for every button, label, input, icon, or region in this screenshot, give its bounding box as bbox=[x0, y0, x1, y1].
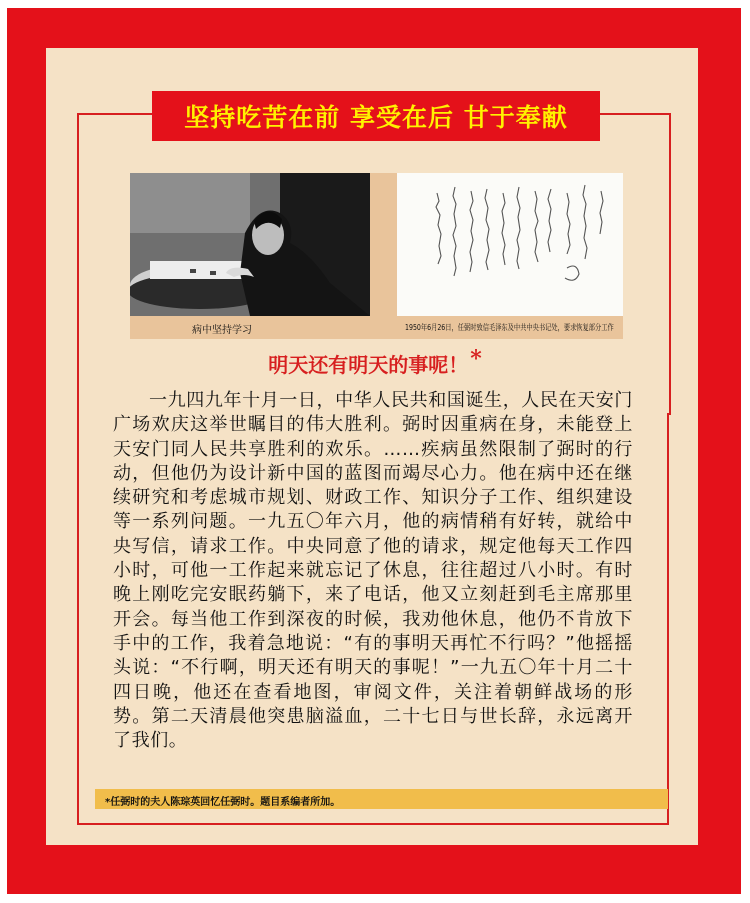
subtitle-text: 明天还有明天的事呢！ bbox=[268, 353, 469, 377]
footnote-text: *任弼时的夫人陈琮英回忆任弼时。题目系编者所加。 bbox=[105, 797, 341, 808]
photo-caption-1: 病中坚持学习 bbox=[192, 325, 252, 336]
article-body: 一九四九年十月一日，中华人民共和国诞生，人民在天安门广场欢庆这举世瞩目的伟大胜利。弼时因重病在身，未能登上天安门同人民共享胜利的欢乐。……疾病虽然限制了弼时的行动，但他仍为设计新中国的蓝图而竭尽心力。他在病中还在继续研究和考虑城市规划、财政工作、知识分子工作、组织建设等一系列问题。一九五〇年六月，他的病情稍有好转，就给中央写信，请求工作。中央同意了他的请求，规定他每天工作四小时，可他一工作起来就忘记了休息，往往超过八小时。有时晚上刚吃完安眠药躺下，来了电话，他又立刻赶到毛主席那里开会。每当他工作到深夜的时候，我劝他休息，他仍不肯放下手中的工作，我着急地说：“有的事明天再忙不行吗？”他摇摇头说：“不行啊，明天还有明天的事呢！”一九五〇年十月二十四日晚，他还在查看地图，审阅文件，关注着朝鲜战场的形势。第二天清晨他突患脑溢血，二十七日与世长辞，永远离开了我们。 bbox=[113, 390, 633, 752]
frame-line-right bbox=[667, 413, 669, 823]
page-title bbox=[152, 91, 600, 141]
page-title-text: 坚持吃苦在前 享受在后 甘于奉献 bbox=[184, 103, 568, 132]
frame-line-left bbox=[77, 413, 79, 823]
photo-caption-2: 1950年6月26日，任弼时致信毛泽东及中共中央书记处，要求恢复部分工作 bbox=[405, 323, 614, 332]
article-subtitle bbox=[0, 346, 750, 378]
footnote-marker: * bbox=[470, 346, 482, 372]
frame-line-bottom bbox=[77, 823, 669, 825]
man-writing-photo bbox=[130, 173, 370, 316]
handwritten-letter-image bbox=[397, 173, 623, 316]
